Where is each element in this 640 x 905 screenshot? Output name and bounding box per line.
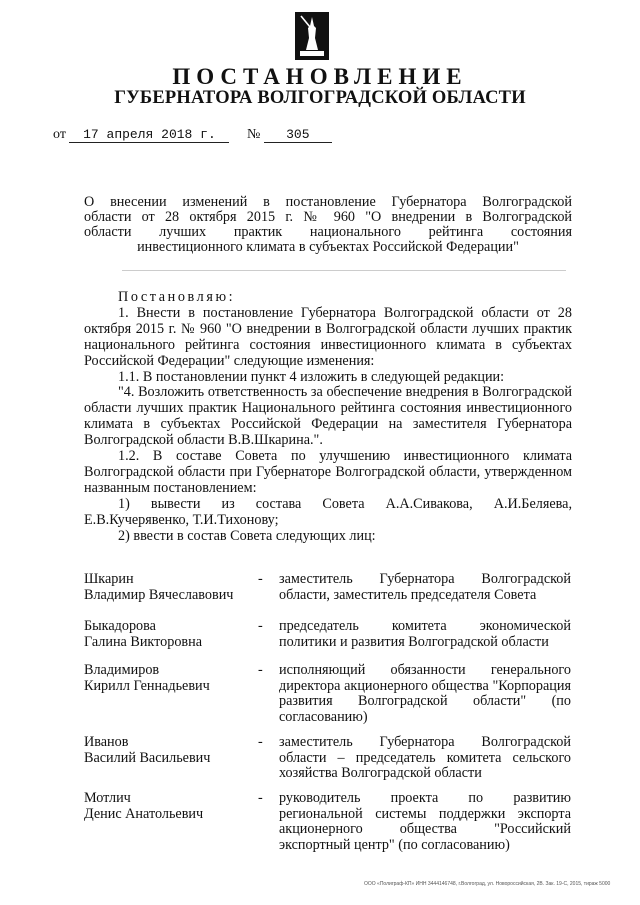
document-subtitle: ГУБЕРНАТОРА ВОЛГОГРАДСКОЙ ОБЛАСТИ <box>114 88 526 108</box>
paragraph: 1) вывести из состава Совета А.А.Сивакова, А.И.Беляева, Е.В.Кучерявенко, Т.И.Тихонову; <box>84 495 572 528</box>
document-body <box>84 290 572 545</box>
document-number: 305 <box>264 127 332 143</box>
person-given-names: Владимир Вячеславович <box>84 586 234 603</box>
dash: - <box>258 662 263 678</box>
subject-line: О внесении изменений в постановление Губернатора Волгоградской <box>84 194 572 210</box>
print-info: ООО «Полиграф-КП» ИНН 3444146748, г.Волгоград, ул. Новороссийская, 2В. Зак. 19-С, 2015, тираж 5000 <box>364 881 611 887</box>
council-members-list <box>84 572 574 853</box>
person-position: председатель комитета экономической политики и развития Волгоградской области <box>279 618 571 650</box>
person-name <box>84 791 249 822</box>
dash: - <box>258 571 263 587</box>
paragraph: 1.1. В постановлении пункт 4 изложить в следующей редакции: <box>118 368 505 385</box>
person-position: руководитель проекта по развитию региональной системы поддержки экспорта акционерного общества "Российский экспортный центр" (по согласованию) <box>279 790 571 853</box>
person-surname: Иванов <box>84 734 129 750</box>
divider <box>122 270 566 271</box>
person-name <box>84 619 249 650</box>
person-given-names: Кирилл Геннадьевич <box>84 677 210 694</box>
document-title: ПОСТАНОВЛЕНИЕ <box>172 64 468 89</box>
document-date: 17 апреля 2018 г. <box>69 127 229 143</box>
list-item <box>84 735 574 791</box>
person-name <box>84 735 249 766</box>
dash: - <box>258 790 263 806</box>
person-surname: Быкадорова <box>84 618 156 634</box>
list-item <box>84 663 574 735</box>
person-surname: Шкарин <box>84 571 134 587</box>
person-name <box>84 572 249 603</box>
person-position: заместитель Губернатора Волгоградской области – председатель комитета сельского хозяйства Волгоградской области <box>279 734 571 781</box>
date-from-label: от <box>53 127 66 142</box>
subject-line: области от 28 октября 2015 г. № 960 "О внедрении в Волгоградской <box>84 209 572 225</box>
subject-line: инвестиционного климата в субъектах Российской Федерации" <box>137 239 519 255</box>
dash: - <box>258 618 263 634</box>
person-given-names: Денис Анатольевич <box>84 805 204 822</box>
paragraph: "4. Возложить ответственность за обеспечение внедрения в Волгоградской области лучших практик Национального рейтинга состояния инвестиционного климата в субъектах Российской Федерации на заместителя Губернатора Волгоградской области В.В.Шкарина.". <box>84 384 572 449</box>
list-item <box>84 572 574 619</box>
person-position: исполняющий обязанности генерального директора акционерного общества "Корпорация развития Волгоградской области" (по согласованию) <box>279 662 571 725</box>
paragraph: 1.2. В составе Совета по улучшению инвестиционного климата Волгоградской области при Губернаторе Волгоградской области, утвержденном названным постановлением: <box>84 448 572 496</box>
volgograd-emblem-icon <box>295 12 329 60</box>
person-surname: Мотлич <box>84 790 131 806</box>
person-given-names: Галина Викторовна <box>84 633 203 650</box>
person-surname: Владимиров <box>84 662 160 678</box>
number-label: № <box>246 127 261 142</box>
person-name <box>84 663 249 694</box>
person-position: заместитель Губернатора Волгоградской области, заместитель председателя Совета <box>279 571 571 603</box>
decree-word: Постановляю: <box>118 289 236 305</box>
list-item <box>84 791 574 853</box>
dateline <box>53 127 332 143</box>
subject-line: области лучших практик национального рейтинга состояния <box>84 224 572 240</box>
list-item <box>84 619 574 663</box>
document-subject <box>84 195 572 255</box>
paragraph: 2) ввести в состав Совета следующих лиц: <box>118 527 376 544</box>
paragraph: 1. Внести в постановление Губернатора Волгоградской области от 28 октября 2015 г. № 960 "О внедрении в Волгоградской области лучших практик национального рейтинга состояния инвестиционного климата в субъектах Российской Федерации" следующие изменения: <box>84 304 572 369</box>
person-given-names: Василий Васильевич <box>84 749 211 766</box>
dash: - <box>258 734 263 750</box>
